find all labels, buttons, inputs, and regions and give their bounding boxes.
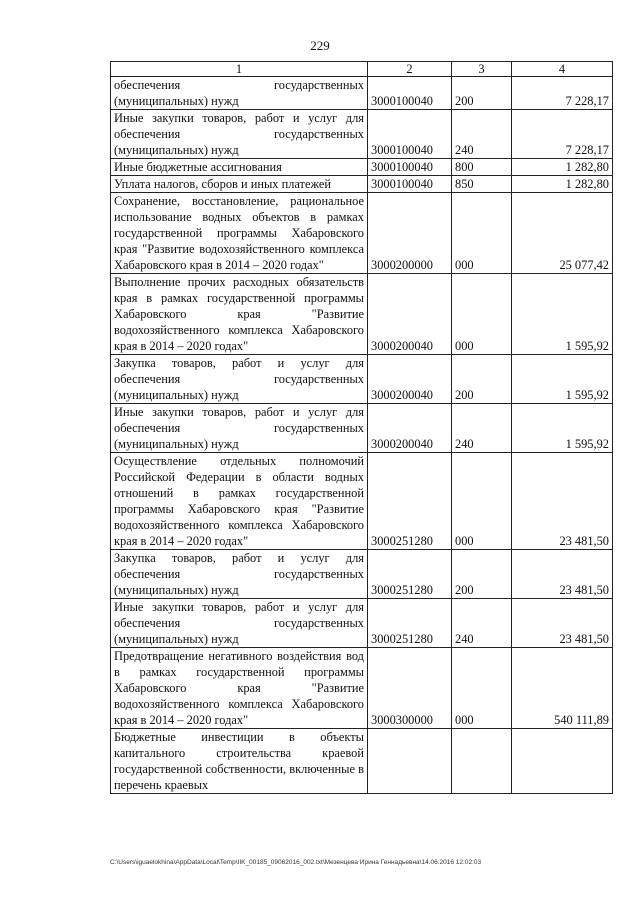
row-amount: 23 481,50: [512, 599, 613, 648]
row-amount: [512, 729, 613, 794]
row-amount: 7 228,17: [512, 77, 613, 110]
row-type: 240: [452, 110, 512, 159]
row-type: 850: [452, 176, 512, 193]
row-name: Сохранение, восстановление, рациональное использование водных объектов в рамках государственной программы Хабаровского края "Развитие водохозяйственного комплекса Хабаровского края в 2014 – 2020 годах": [111, 193, 368, 274]
row-type: 200: [452, 77, 512, 110]
row-type: 200: [452, 355, 512, 404]
row-amount: 25 077,42: [512, 193, 613, 274]
row-code: 3000251280: [368, 453, 452, 550]
row-code: 3000200040: [368, 274, 452, 355]
row-name: Закупка товаров, работ и услуг для обеспечения государственных (муниципальных) нужд: [111, 355, 368, 404]
row-code: 3000200040: [368, 355, 452, 404]
page-number: 229: [310, 38, 330, 53]
row-code: 3000200040: [368, 404, 452, 453]
row-name: Иные закупки товаров, работ и услуг для обеспечения государственных (муниципальных) нужд: [111, 110, 368, 159]
table-row: [111, 599, 613, 648]
row-amount: 23 481,50: [512, 550, 613, 599]
row-name: Бюджетные инвестиции в объекты капитального строительства краевой государственной собственности, включенные в перечень краевых: [111, 729, 368, 794]
row-amount: 1 595,92: [512, 404, 613, 453]
row-code: 3000100040: [368, 110, 452, 159]
row-type: 000: [452, 274, 512, 355]
table-row: [111, 159, 613, 176]
row-name: Осуществление отдельных полномочий Российской Федерации в области водных отношений в рамках государственной программы Хабаровского края "Развитие водохозяйственного комплекса Хабаровского края в 2014 – 2020 годах": [111, 453, 368, 550]
row-type: 800: [452, 159, 512, 176]
row-type: 000: [452, 193, 512, 274]
row-amount: 7 228,17: [512, 110, 613, 159]
row-code: 3000300000: [368, 648, 452, 729]
table-header-row: [111, 62, 613, 77]
table-row: [111, 550, 613, 599]
header-col-2: 2: [368, 62, 452, 77]
table-row: [111, 729, 613, 794]
row-amount: 23 481,50: [512, 453, 613, 550]
header-col-1: 1: [111, 62, 368, 77]
row-name: Иные закупки товаров, работ и услуг для обеспечения государственных (муниципальных) нужд: [111, 404, 368, 453]
row-name: обеспечения государственных (муниципальных) нужд: [111, 77, 368, 110]
table-row: [111, 274, 613, 355]
table-row: [111, 77, 613, 110]
row-amount: 540 111,89: [512, 648, 613, 729]
row-name: Предотвращение негативного воздействия вод в рамках государственной программы Хабаровского края "Развитие водохозяйственного комплекса Хабаровского края в 2014 – 2020 годах": [111, 648, 368, 729]
header-col-3: 3: [452, 62, 512, 77]
row-code: 3000100040: [368, 176, 452, 193]
row-type: 000: [452, 453, 512, 550]
table-row: [111, 176, 613, 193]
row-amount: 1 595,92: [512, 274, 613, 355]
budget-table: [110, 61, 613, 794]
row-name: Уплата налогов, сборов и иных платежей: [111, 176, 368, 193]
table-row: [111, 355, 613, 404]
row-type: 240: [452, 404, 512, 453]
table-row: [111, 453, 613, 550]
row-code: 3000251280: [368, 550, 452, 599]
table-row: [111, 110, 613, 159]
row-type: [452, 729, 512, 794]
row-name: Иные закупки товаров, работ и услуг для обеспечения государственных (муниципальных) нужд: [111, 599, 368, 648]
table-row: [111, 404, 613, 453]
row-type: 240: [452, 599, 512, 648]
row-code: [368, 729, 452, 794]
row-amount: 1 282,80: [512, 176, 613, 193]
header-col-4: 4: [512, 62, 613, 77]
row-type: 000: [452, 648, 512, 729]
row-amount: 1 282,80: [512, 159, 613, 176]
row-name: Закупка товаров, работ и услуг для обеспечения государственных (муниципальных) нужд: [111, 550, 368, 599]
row-name: Иные бюджетные ассигнования: [111, 159, 368, 176]
row-name: Выполнение прочих расходных обязательств края в рамках государственной программы Хабаровского края "Развитие водохозяйственного комплекса Хабаровского края в 2014 – 2020 годах": [111, 274, 368, 355]
table-row: [111, 193, 613, 274]
row-code: 3000100040: [368, 77, 452, 110]
table-row: [111, 648, 613, 729]
row-code: 3000251280: [368, 599, 452, 648]
row-code: 3000200000: [368, 193, 452, 274]
row-amount: 1 595,92: [512, 355, 613, 404]
footer-file-path: C:\Users\iguaelokhina\AppData\Local\Temp\IIK_00185_09062016_002.txt\Мезенцева Ирина Геннадьевна\14.06.2016 12:02:03: [110, 859, 482, 866]
row-code: 3000100040: [368, 159, 452, 176]
row-type: 200: [452, 550, 512, 599]
